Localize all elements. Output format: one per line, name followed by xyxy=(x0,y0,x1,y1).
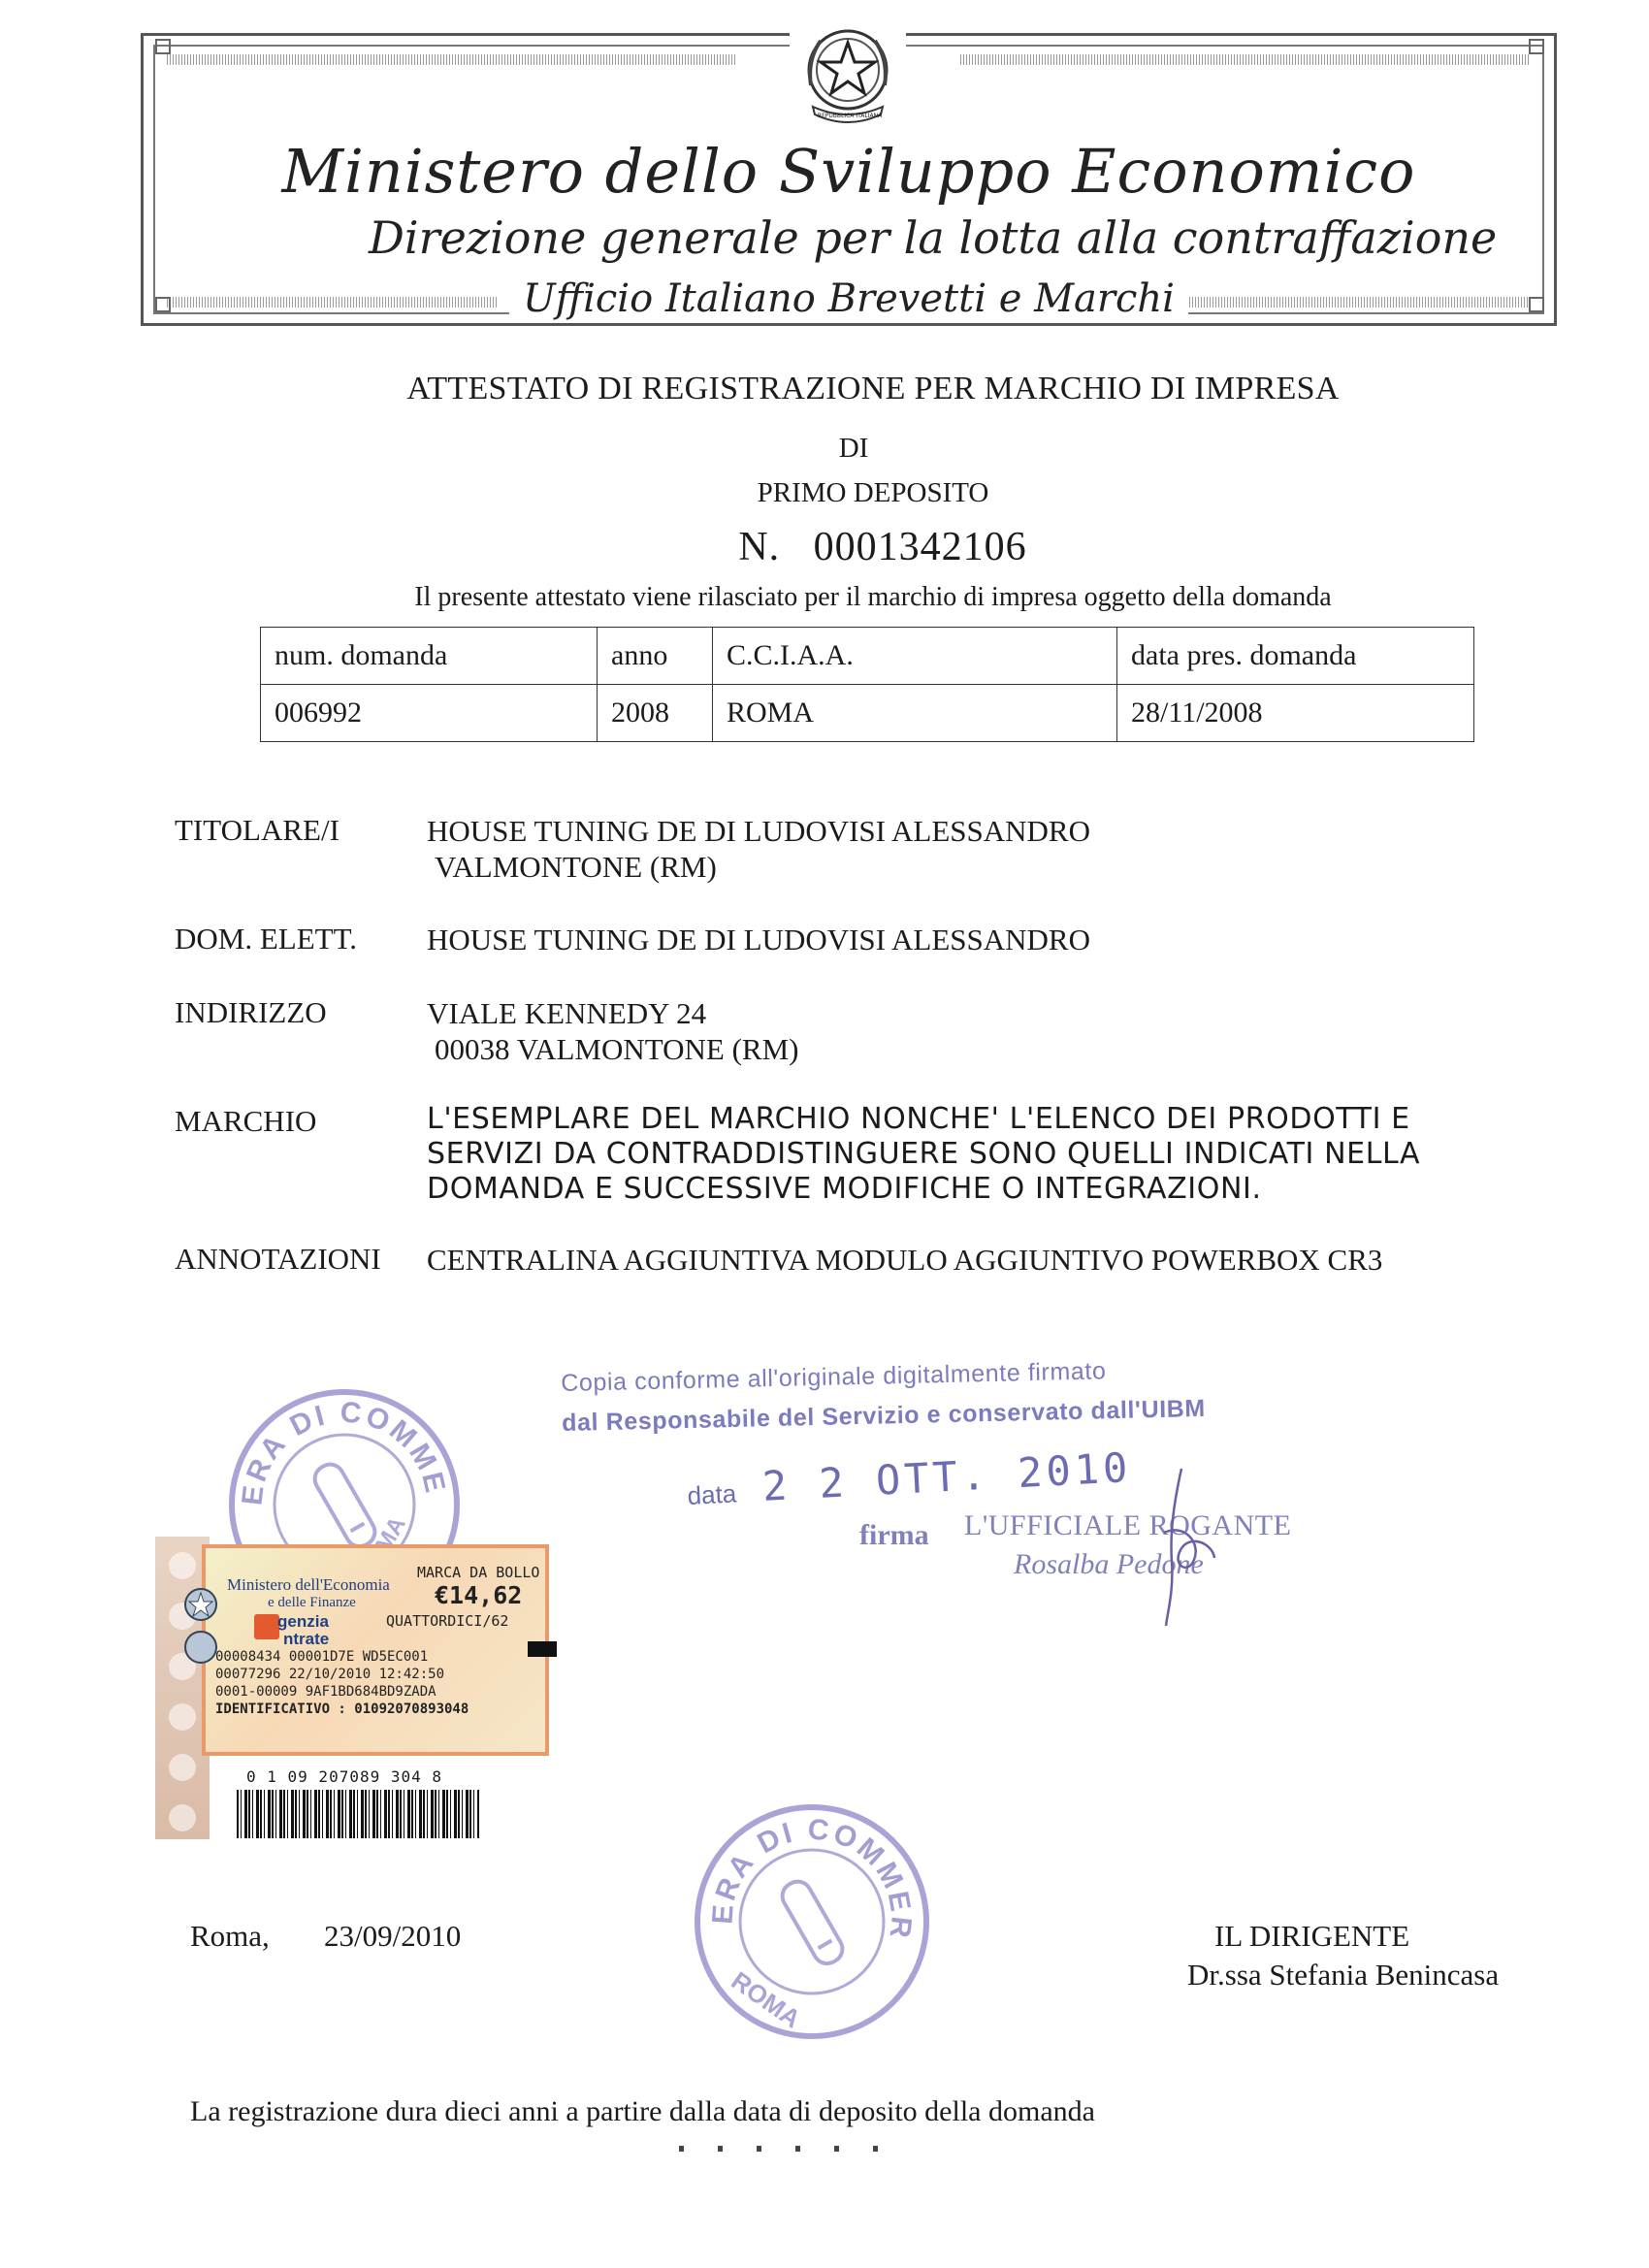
svg-text:CAMERA DI COMMERCIO xyxy=(225,1385,452,1507)
bollo-ministry-2: e delle Finanze xyxy=(268,1595,356,1610)
table-row xyxy=(261,685,1474,742)
deposit-type: PRIMO DEPOSITO xyxy=(757,477,989,508)
bollo-code-row: IDENTIFICATIVO : 01092070893048 xyxy=(215,1701,469,1717)
certified-copy-stamp xyxy=(561,1355,1206,1438)
dom-elett-label: DOM. ELETT. xyxy=(175,922,357,956)
copy-stamp-line: Copia conforme all'originale digitalmente firmato xyxy=(561,1357,1107,1397)
indirizzo-line: VIALE KENNEDY 24 xyxy=(427,996,707,1030)
indirizzo-label: INDIRIZZO xyxy=(175,995,327,1029)
bollo-amount: €14,62 xyxy=(435,1581,523,1609)
agency-name-2: ntrate xyxy=(283,1630,330,1648)
table-cell: ROMA xyxy=(713,685,1117,742)
barcode-number: 0 1 09 207089 304 8 xyxy=(246,1767,443,1786)
table-cell: 28/11/2008 xyxy=(1117,685,1474,742)
copy-date-label: data xyxy=(686,1478,737,1510)
table-header-row xyxy=(261,628,1474,685)
stamp-arc-text: ERA DI COMMER xyxy=(706,1813,918,1943)
indirizzo-line: 00038 VALMONTONE (RM) xyxy=(435,1032,799,1066)
bollo-ministry: Ministero dell'Economia xyxy=(227,1575,390,1594)
titolare-label: TITOLARE/I xyxy=(175,813,340,847)
marchio-line: DOMANDA E SUCCESSIVE MODIFICHE O INTEGRAZIONI. xyxy=(427,1172,1262,1206)
marchio-value xyxy=(427,1102,1420,1207)
table-header-cell: num. domanda xyxy=(261,628,598,685)
officer-signature-icon xyxy=(1145,1465,1222,1630)
header-hatch-bottom-right xyxy=(1160,297,1531,308)
dom-elett-value: HOUSE TUNING DE DI LUDOVISI ALESSANDRO xyxy=(427,923,1090,956)
titolare-value xyxy=(427,813,1090,885)
table-cell: 006992 xyxy=(261,685,598,742)
signer-name: Dr.ssa Stefania Benincasa xyxy=(1187,1958,1500,1992)
signer-title: IL DIRIGENTE xyxy=(1214,1919,1410,1953)
header-hatch-top-right xyxy=(960,54,1531,65)
bollo-code-row: 00008434 00001D7E WD5EC001 xyxy=(215,1649,429,1665)
titolare-line: VALMONTONE (RM) xyxy=(435,850,717,884)
stamp-arc-text: ERA DI COMME xyxy=(236,1396,452,1507)
cut-off-text-fragment xyxy=(679,2146,902,2152)
emblem-ribbon-text: REPUBBLICA ITALIANA xyxy=(817,113,883,119)
barcode-icon xyxy=(237,1790,479,1838)
title-di: DI xyxy=(838,433,869,464)
copy-stamp-date xyxy=(686,1443,1133,1514)
bollo-code-row: 0001-00009 9AF1BD684BD9ZADA xyxy=(215,1684,436,1700)
bollo-black-mark xyxy=(528,1641,557,1657)
frame-corner xyxy=(1529,297,1544,312)
office-subtitle: Ufficio Italiano Brevetti e Marchi xyxy=(509,276,1188,321)
chamber-commerce-stamp-bottom xyxy=(691,1800,933,2043)
frame-corner xyxy=(155,297,171,312)
ministry-title: Ministero dello Sviluppo Economico xyxy=(272,136,1426,207)
validity-note: La registrazione dura dieci anni a partire dalla data di deposito della domanda xyxy=(190,2095,1095,2127)
officer-name: Rosalba Pedone xyxy=(1014,1548,1204,1580)
officer-title: L'UFFICIALE ROGANTE xyxy=(964,1509,1292,1541)
table-header-cell: C.C.I.A.A. xyxy=(713,628,1117,685)
frame-corner xyxy=(1529,39,1544,54)
issue-place: Roma, xyxy=(190,1919,270,1953)
agency-name-1: genzia xyxy=(277,1612,329,1631)
registration-number: N. 0001342106 xyxy=(738,525,1027,569)
registration-table xyxy=(260,627,1474,742)
bollo-code-row: 00077296 22/10/2010 12:42:50 xyxy=(215,1667,445,1682)
marchio-line: SERVIZI DA CONTRADDISTINGUERE SONO QUELLI INDICATI NELLA xyxy=(427,1137,1421,1171)
marchio-line: L'ESEMPLARE DEL MARCHIO NONCHE' L'ELENCO DEI PRODOTTI E xyxy=(427,1102,1410,1136)
certificate-title: ATTESTATO DI REGISTRAZIONE PER MARCHIO DI IMPRESA xyxy=(406,371,1340,406)
table-header-cell: data pres. domanda xyxy=(1117,628,1474,685)
agency-logo-icon xyxy=(254,1614,279,1639)
annotazioni-value: CENTRALINA AGGIUNTIVA MODULO AGGIUNTIVO POWERBOX CR3 xyxy=(427,1243,1383,1277)
frame-corner xyxy=(155,39,171,54)
marchio-label: MARCHIO xyxy=(175,1104,317,1138)
bollo-type: MARCA DA BOLLO xyxy=(417,1564,540,1581)
header-hatch-top-left xyxy=(167,54,737,65)
table-cell: 2008 xyxy=(598,685,713,742)
issue-date: 23/09/2010 xyxy=(324,1919,462,1953)
revenue-stamp xyxy=(202,1544,549,1756)
copy-stamp-line: dal Responsabile del Servizio e conservato dall'UIBM xyxy=(561,1394,1207,1437)
indirizzo-value xyxy=(427,995,798,1067)
table-header-cell: anno xyxy=(598,628,713,685)
stamp-city: ROMA xyxy=(726,1965,806,2034)
bollo-amount-words: QUATTORDICI/62 xyxy=(386,1612,509,1630)
intro-text: Il presente attestato viene rilasciato per il marchio di impresa oggetto della domanda xyxy=(414,582,1332,612)
titolare-line: HOUSE TUNING DE DI LUDOVISI ALESSANDRO xyxy=(427,814,1090,848)
copy-date-value: 2 2 OTT. 2010 xyxy=(760,1443,1133,1510)
annotazioni-label: ANNOTAZIONI xyxy=(175,1242,381,1276)
header-hatch-bottom-left xyxy=(167,297,497,308)
firma-label: firma xyxy=(859,1519,929,1551)
direction-subtitle: Direzione generale per la lotta alla contraffazione xyxy=(369,211,1498,264)
